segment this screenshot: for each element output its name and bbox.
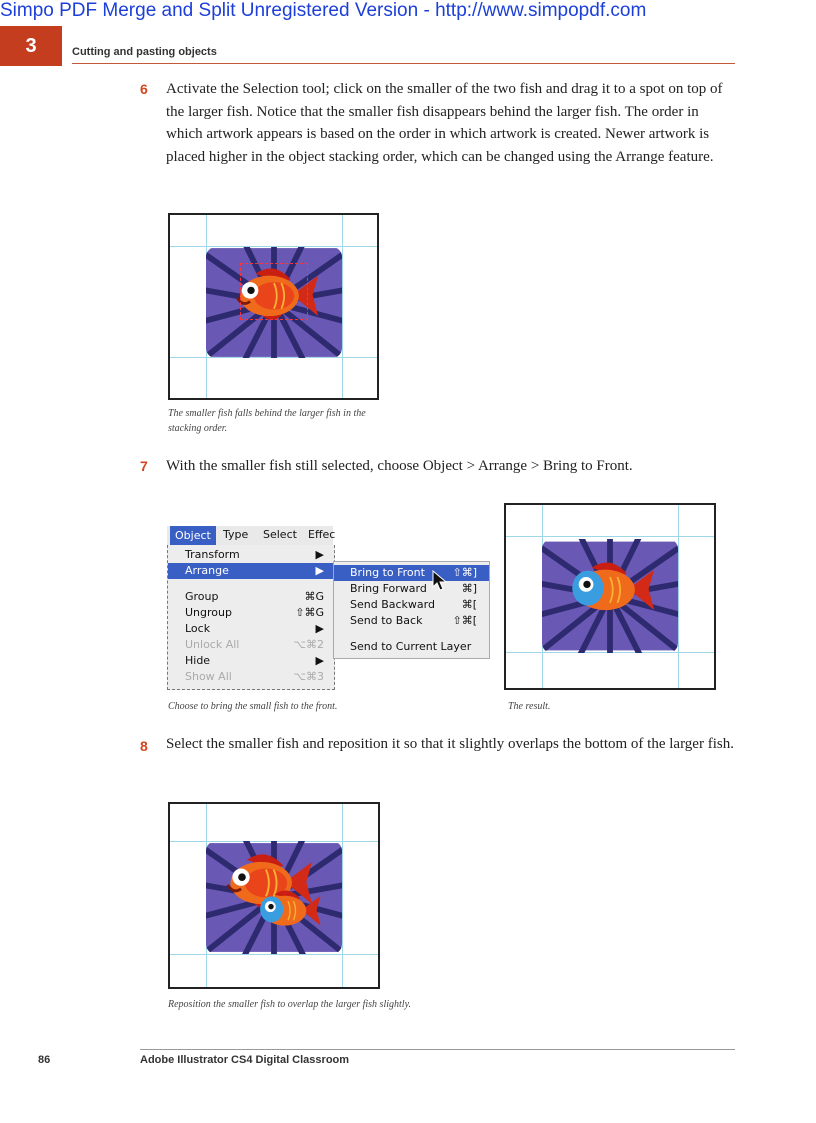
step-text: Select the smaller fish and reposition it so that it slightly overlaps the bottom of the larger fish.	[166, 736, 734, 752]
fish-artwork	[206, 841, 342, 954]
menu-effect[interactable]: Effec	[308, 528, 336, 541]
mouse-cursor-icon	[432, 570, 448, 592]
step-number: 7	[140, 458, 148, 474]
menu-item-hide[interactable]: Hide ▶	[185, 654, 324, 667]
header-rule	[72, 63, 735, 64]
footer-rule	[140, 1049, 735, 1050]
step-number: 6	[140, 81, 148, 97]
figure-fish-behind	[168, 213, 379, 400]
menu-item-lock[interactable]: Lock ▶	[185, 622, 324, 635]
figure-caption: The result.	[508, 701, 551, 712]
figure-reposition	[168, 802, 380, 989]
step-text: Activate the Selection tool; click on the smaller of the two fish and drag it to a spot on top of the larger fish. Notice that the smaller fish disappears behind the larger fish. The order in which artwork appears is based on the order in which artwork is created. Newer artwork is placed higher in the object stacking order, which can be changed using the Arrange feature.	[166, 81, 723, 165]
submenu-send-to-back[interactable]: Send to Back ⇧⌘[	[350, 614, 477, 627]
menu-item-group[interactable]: Group ⌘G	[185, 590, 324, 603]
book-title: Adobe Illustrator CS4 Digital Classroom	[140, 1054, 350, 1066]
object-menu-dropdown	[167, 545, 335, 690]
menu-item-arrange[interactable]: Arrange ▶	[168, 563, 334, 579]
watermark: Simpo PDF Merge and Split Unregistered Version - http://www.simpopdf.com	[0, 0, 647, 21]
menu-object[interactable]: Object	[170, 526, 216, 545]
chapter-title: Cutting and pasting objects	[72, 46, 217, 58]
figure-caption: The smaller fish falls behind the larger fish in the stacking order.	[168, 408, 366, 434]
menu-select[interactable]: Select	[263, 528, 297, 541]
submenu-send-to-current-layer[interactable]: Send to Current Layer	[350, 640, 472, 653]
step-number: 8	[140, 738, 148, 754]
menu-item-show-all[interactable]: Show All ⌥⌘3	[185, 670, 324, 683]
figure-caption: Choose to bring the small fish to the front.	[168, 701, 338, 712]
submenu-bring-to-front[interactable]: Bring to Front ⇧⌘]	[334, 565, 489, 581]
menu-item-unlock-all[interactable]: Unlock All ⌥⌘2	[185, 638, 324, 651]
step-text: With the smaller fish still selected, choose Object > Arrange > Bring to Front.	[166, 458, 633, 474]
submenu-bring-forward[interactable]: Bring Forward ⌘]	[350, 582, 477, 595]
figure-caption: Reposition the smaller fish to overlap the larger fish slightly.	[168, 999, 411, 1010]
fish-artwork	[542, 539, 678, 653]
selection-bounds[interactable]	[240, 263, 308, 320]
arrange-submenu	[333, 561, 490, 659]
menu-type[interactable]: Type	[223, 528, 249, 541]
menubar	[167, 526, 336, 546]
chapter-number: 3	[0, 26, 62, 66]
menu-item-ungroup[interactable]: Ungroup ⇧⌘G	[185, 606, 324, 619]
submenu-send-backward[interactable]: Send Backward ⌘[	[350, 598, 477, 611]
page-number: 86	[38, 1054, 51, 1066]
menu-item-transform[interactable]: Transform ▶	[185, 548, 324, 561]
figure-result	[504, 503, 716, 690]
